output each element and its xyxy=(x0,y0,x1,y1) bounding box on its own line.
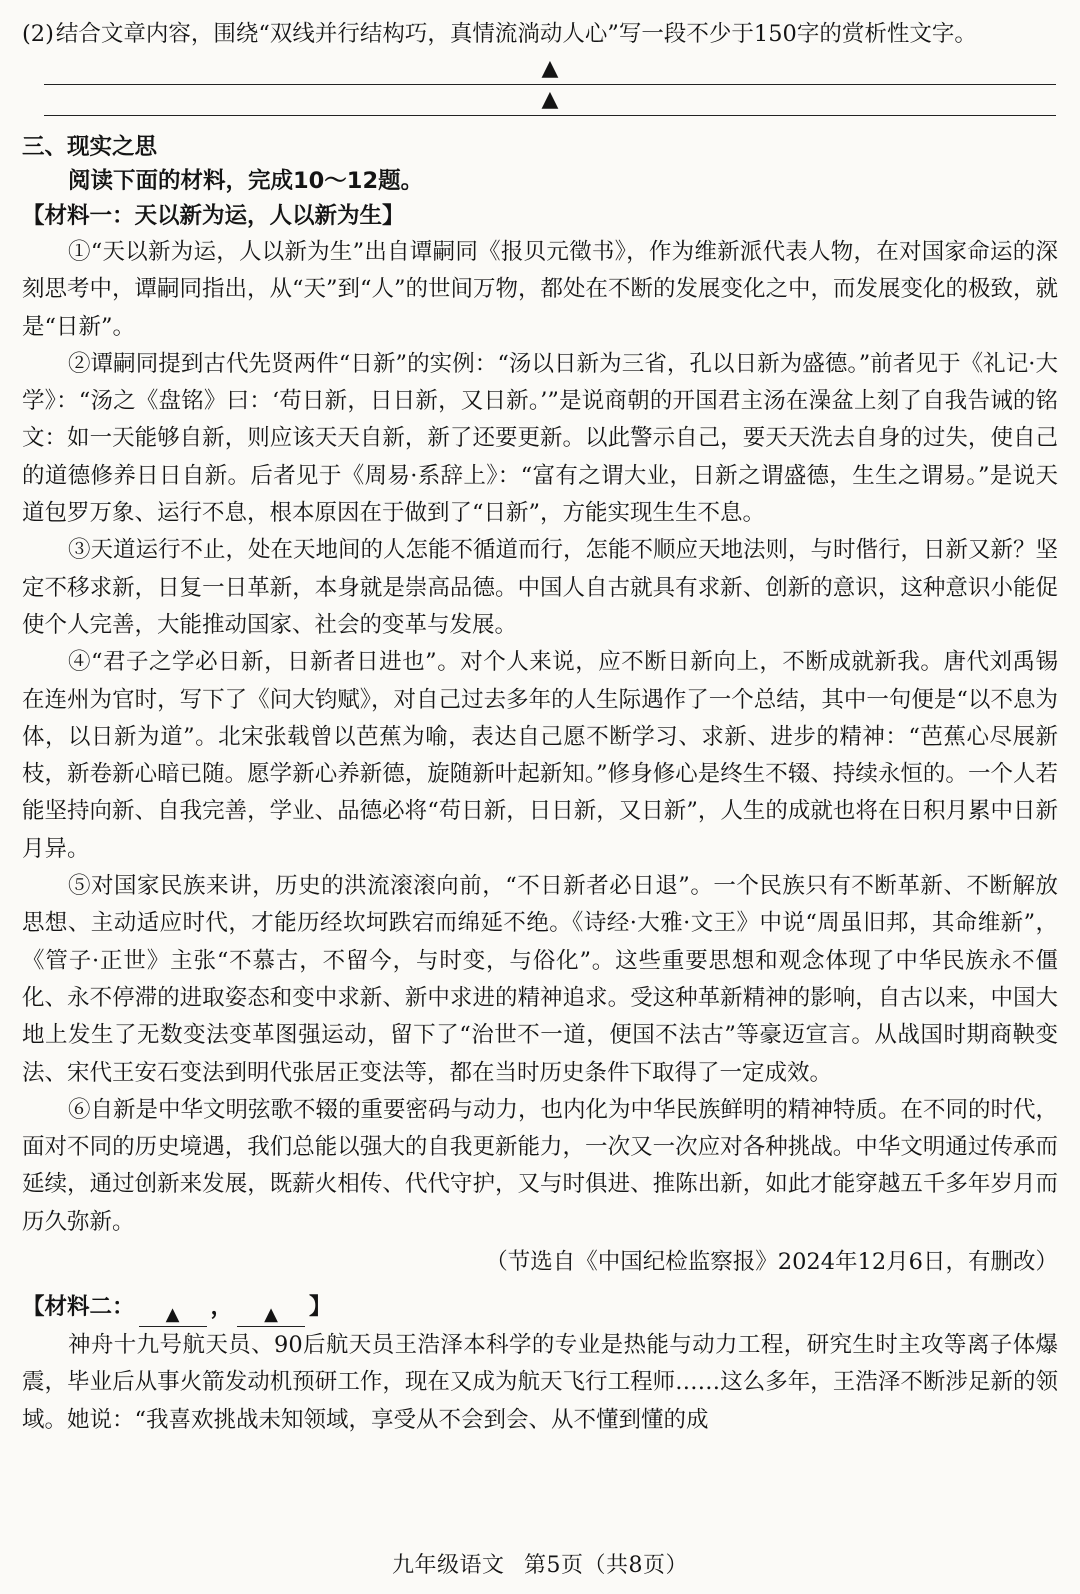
paragraph-6: ⑥自新是中华文明弦歌不辍的重要密码与动力，也内化为中华民族鲜明的精神特质。在不同的时代，面对不同的历史境遇，我们总能以强大的自我更新能力，一次又一次应对各种挑战。中华文明通过传承而延续，通过创新来发展，既薪火相传、代代守护，又与时俱进、推陈出新，如此才能穿越五千多年岁月而历久弥新。 xyxy=(22,1096,1059,1235)
title-comma: ， xyxy=(210,1294,234,1321)
answer-line-1[interactable] xyxy=(44,54,1056,85)
footer-subject: 九年级语文 xyxy=(391,1553,505,1578)
material-2-title-prefix: 【材料二： xyxy=(22,1294,135,1321)
section-title: 三、现实之思 xyxy=(22,134,158,160)
paragraph-3: ③天道运行不止，处在天地间的人怎能不循道而行，怎能不顺应天地法则，与时偕行，日新又新？坚定不移求新，日复一日革新，本身就是崇高品德。中国人自古就具有求新、创新的意识，这种意识小能促使个人完善，大能推动国家、社会的变革与发展。 xyxy=(22,537,1059,638)
footer-page-number: 第5页（共8页） xyxy=(524,1553,688,1578)
material-2-title-suffix: 】 xyxy=(309,1294,332,1321)
title-blank-1[interactable]: ▲ xyxy=(139,1304,207,1327)
material-2-paragraph: 神舟十九号航天员、90后航天员王浩泽本科学的专业是热能与动力工程，研究生时主攻等离子体爆震，毕业后从事火箭发动机预研工作，现在又成为航天飞行工程师……这么多年，王浩泽不断涉足新的领域。她说：“我喜欢挑战未知领域，享受从不会到会、从不懂到懂的成 xyxy=(22,1332,1058,1433)
section-instruction: 阅读下面的材料，完成10～12题。 xyxy=(68,168,424,194)
question-2 xyxy=(22,14,1058,54)
answer-line-2[interactable] xyxy=(44,85,1056,116)
material-1-title: 【材料一：天以新为运，人以新为生】 xyxy=(22,203,405,229)
paragraph-4: ④“君子之学必日新，日新者日进也”。对个人来说，应不断日新向上，不断成就新我。唐代刘禹锡在连州为官时，写下了《问大钧赋》，对自己过去多年的人生际遇作了一个总结，其中一句便是“以不息为体，以日新为道”。北宋张载曾以芭蕉为喻，表达自己愿不断学习、求新、进步的精神：“芭蕉心尽展新枝，新卷新心暗已随。愿学新心养新德，旋随新叶起新知。”修身修心是终生不辍、持续永恒的。一个人若能坚持向新、自我完善，学业、品德必将“苟日新，日日新，又日新”，人生的成就也将在日积月累中日新月异。 xyxy=(22,649,1058,862)
page-footer xyxy=(0,1548,1080,1579)
answer-mark: ▲ xyxy=(541,56,559,81)
answer-mark: ▲ xyxy=(541,87,559,112)
exam-page xyxy=(22,14,1058,1439)
paragraph-2: ②谭嗣同提到古代先贤两件“日新”的实例：“汤以日新为三省，孔以日新为盛德。”前者见于《礼记·大学》：“汤之《盘铭》曰：‘苟日新，日日新，又日新。’”是说商朝的开国君主汤在澡盆上刻了自我告诫的铭文：如一天能够自新，则应该天天自新，新了还要更新。以此警示自己，要天天洗去自身的过失，使自己的道德修养日日自新。后者见于《周易·系辞上》：“富有之谓大业，日新之谓盛德，生生之谓易。”是说天道包罗万象、运行不息，根本原因在于做到了“日新”，方能实现生生不息。 xyxy=(22,350,1058,527)
question-number: (2) xyxy=(22,21,54,47)
source-citation: （节选自《中国纪检监察报》2024年12月6日，有删改） xyxy=(485,1249,1058,1276)
paragraph-1: ①“天以新为运，人以新为生”出自谭嗣同《报贝元徵书》，作为维新派代表人物，在对国家命运的深刻思考中，谭嗣同指出，从“天”到“人”的世间万物，都处在不断的发展变化之中，而发展变化的极致，就是“日新”。 xyxy=(22,239,1059,340)
question-text: 结合文章内容，围绕“双线并行结构巧，真情流淌动人心”写一段不少于150字的赏析性文字。 xyxy=(55,21,977,47)
title-blank-2[interactable]: ▲ xyxy=(237,1304,305,1327)
material-2-title xyxy=(22,1287,1058,1327)
paragraph-5: ⑤对国家民族来讲，历史的洪流滚滚向前，“不日新者必日退”。一个民族只有不断革新、不断解放思想、主动适应时代，才能历经坎坷跌宕而绵延不绝。《诗经·大雅·文王》中说“周虽旧邦，其命维新”，《管子·正世》主张“不慕古，不留今，与时变，与俗化”。这些重要思想和观念体现了中华民族永不僵化、永不停滞的进取姿态和变中求新、新中求进的精神追求。受这种革新精神的影响，自古以来，中国大地上发生了无数变法变革图强运动，留下了“治世不一道，便国不法古”等豪迈宣言。从战国时期商鞅变法、宋代王安石变法到明代张居正变法等，都在当时历史条件下取得了一定成效。 xyxy=(22,873,1058,1086)
